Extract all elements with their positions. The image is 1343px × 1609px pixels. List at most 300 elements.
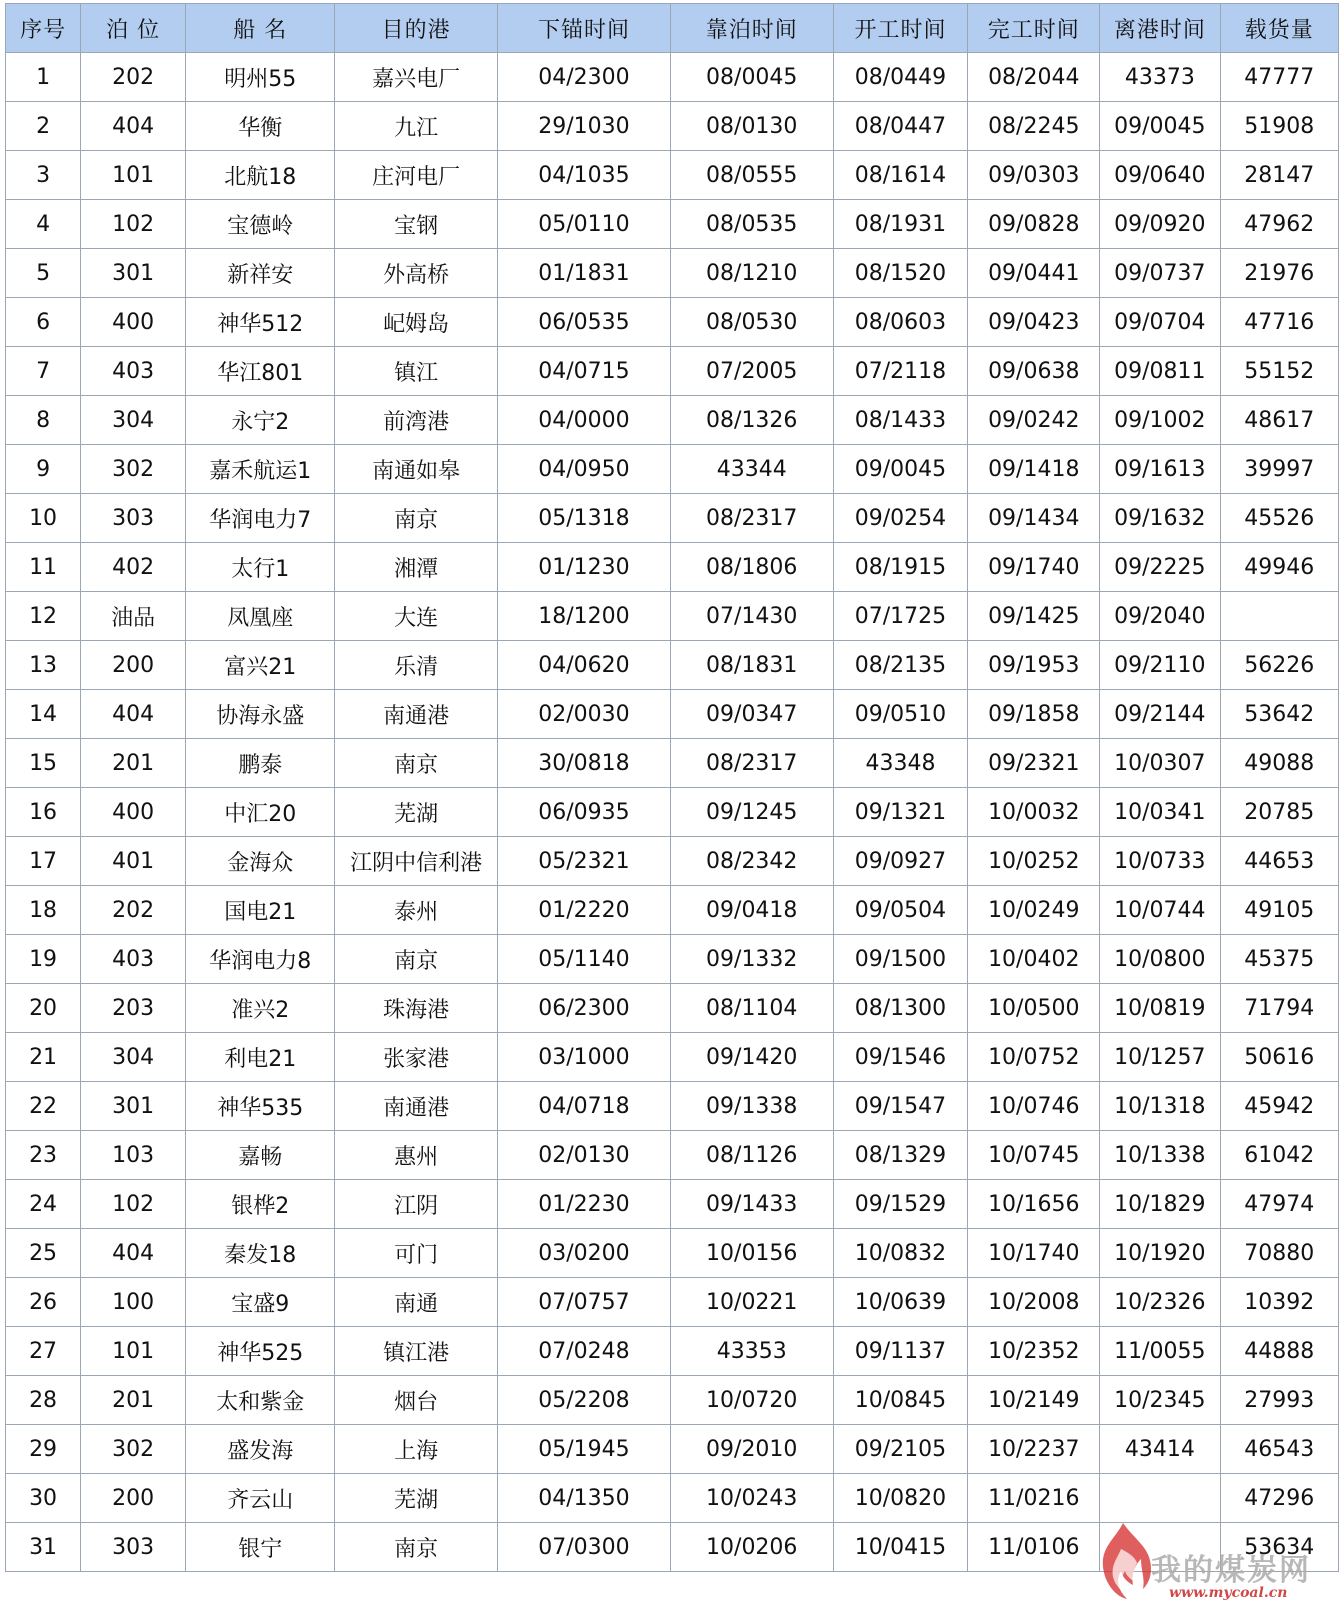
cell-index: 7 — [6, 347, 81, 396]
cell-berthing-time: 10/0720 — [670, 1376, 833, 1425]
table-row — [6, 151, 1339, 200]
cell-berth: 400 — [81, 298, 186, 347]
cell-departure-time: 43373 — [1100, 53, 1220, 102]
cell-destination: 南通港 — [335, 1082, 498, 1131]
cell-index: 13 — [6, 641, 81, 690]
cell-ship-name: 神华512 — [186, 298, 335, 347]
cell-ship-name: 新祥安 — [186, 249, 335, 298]
cell-start-time: 08/1915 — [833, 543, 968, 592]
cell-ship-name: 神华535 — [186, 1082, 335, 1131]
cell-cargo: 10392 — [1220, 1278, 1338, 1327]
table-row — [6, 1278, 1339, 1327]
cell-anchor-time: 04/1350 — [498, 1474, 671, 1523]
cell-start-time: 09/1137 — [833, 1327, 968, 1376]
cell-departure-time: 09/0704 — [1100, 298, 1220, 347]
cell-berthing-time: 09/1338 — [670, 1082, 833, 1131]
cell-berth: 403 — [81, 935, 186, 984]
cell-destination: 芜湖 — [335, 788, 498, 837]
cell-berthing-time: 09/1420 — [670, 1033, 833, 1082]
cell-departure-time: 10/0819 — [1100, 984, 1220, 1033]
cell-cargo: 70880 — [1220, 1229, 1338, 1278]
table-row — [6, 445, 1339, 494]
cell-cargo: 51908 — [1220, 102, 1338, 151]
cell-destination: 惠州 — [335, 1131, 498, 1180]
cell-anchor-time: 06/0535 — [498, 298, 671, 347]
table-row — [6, 935, 1339, 984]
cell-berthing-time: 08/1806 — [670, 543, 833, 592]
cell-destination: 九江 — [335, 102, 498, 151]
cell-finish-time: 11/0216 — [968, 1474, 1100, 1523]
header-col-berth: 泊 位 — [81, 4, 186, 53]
cell-berth: 油品 — [81, 592, 186, 641]
cell-cargo: 27993 — [1220, 1376, 1338, 1425]
cell-berthing-time: 09/0347 — [670, 690, 833, 739]
cell-cargo: 44888 — [1220, 1327, 1338, 1376]
cell-cargo — [1220, 592, 1338, 641]
cell-index: 27 — [6, 1327, 81, 1376]
cell-anchor-time: 07/0757 — [498, 1278, 671, 1327]
cell-ship-name: 嘉禾航运1 — [186, 445, 335, 494]
cell-start-time: 08/2135 — [833, 641, 968, 690]
cell-berth: 402 — [81, 543, 186, 592]
cell-departure-time: 09/0920 — [1100, 200, 1220, 249]
cell-index: 25 — [6, 1229, 81, 1278]
cell-finish-time: 09/1858 — [968, 690, 1100, 739]
cell-berthing-time: 08/1210 — [670, 249, 833, 298]
cell-departure-time: 10/1338 — [1100, 1131, 1220, 1180]
cell-destination: 南京 — [335, 935, 498, 984]
cell-anchor-time: 03/1000 — [498, 1033, 671, 1082]
table-row — [6, 1425, 1339, 1474]
cell-anchor-time: 05/2208 — [498, 1376, 671, 1425]
cell-ship-name: 准兴2 — [186, 984, 335, 1033]
cell-finish-time: 09/0303 — [968, 151, 1100, 200]
cell-finish-time: 10/0500 — [968, 984, 1100, 1033]
table-row — [6, 690, 1339, 739]
table-row — [6, 1523, 1339, 1572]
cell-berth: 101 — [81, 1327, 186, 1376]
cell-destination: 乐清 — [335, 641, 498, 690]
cell-anchor-time: 30/0818 — [498, 739, 671, 788]
cell-index: 14 — [6, 690, 81, 739]
cell-finish-time: 10/0402 — [968, 935, 1100, 984]
cell-berth: 101 — [81, 151, 186, 200]
cell-ship-name: 银宁 — [186, 1523, 335, 1572]
cell-departure-time: 43414 — [1100, 1425, 1220, 1474]
cell-cargo: 21976 — [1220, 249, 1338, 298]
cell-anchor-time: 02/0030 — [498, 690, 671, 739]
table-header — [6, 4, 1339, 53]
cell-destination: 江阴中信利港 — [335, 837, 498, 886]
cell-finish-time: 09/0638 — [968, 347, 1100, 396]
cell-start-time: 08/0447 — [833, 102, 968, 151]
cell-cargo: 49088 — [1220, 739, 1338, 788]
cell-berthing-time: 09/0418 — [670, 886, 833, 935]
table-row — [6, 200, 1339, 249]
cell-ship-name: 华衡 — [186, 102, 335, 151]
cell-finish-time: 09/1740 — [968, 543, 1100, 592]
header-col-anchor-time: 下锚时间 — [498, 4, 671, 53]
cell-ship-name: 中汇20 — [186, 788, 335, 837]
cell-start-time: 08/1329 — [833, 1131, 968, 1180]
cell-departure-time: 10/1318 — [1100, 1082, 1220, 1131]
cell-cargo: 50616 — [1220, 1033, 1338, 1082]
cell-start-time: 08/1614 — [833, 151, 968, 200]
cell-berth: 304 — [81, 396, 186, 445]
cell-cargo: 47777 — [1220, 53, 1338, 102]
cell-cargo: 61042 — [1220, 1131, 1338, 1180]
cell-destination: 庄河电厂 — [335, 151, 498, 200]
cell-anchor-time: 04/0718 — [498, 1082, 671, 1131]
table-row — [6, 592, 1339, 641]
table-row — [6, 249, 1339, 298]
table-row — [6, 347, 1339, 396]
table-row — [6, 494, 1339, 543]
cell-finish-time: 08/2044 — [968, 53, 1100, 102]
cell-finish-time: 10/0249 — [968, 886, 1100, 935]
cell-start-time: 09/0254 — [833, 494, 968, 543]
cell-index: 17 — [6, 837, 81, 886]
cell-destination: 宝钢 — [335, 200, 498, 249]
cell-index: 24 — [6, 1180, 81, 1229]
cell-anchor-time: 04/0715 — [498, 347, 671, 396]
cell-ship-name: 金海众 — [186, 837, 335, 886]
cell-start-time: 08/1931 — [833, 200, 968, 249]
cell-index: 5 — [6, 249, 81, 298]
table-row — [6, 102, 1339, 151]
cell-berthing-time: 08/1326 — [670, 396, 833, 445]
table-row — [6, 984, 1339, 1033]
table-body — [6, 53, 1339, 1572]
cell-berthing-time: 10/0221 — [670, 1278, 833, 1327]
cell-destination: 烟台 — [335, 1376, 498, 1425]
cell-berth: 304 — [81, 1033, 186, 1082]
cell-berth: 404 — [81, 102, 186, 151]
cell-finish-time: 09/2321 — [968, 739, 1100, 788]
table-row — [6, 1131, 1339, 1180]
cell-anchor-time: 06/0935 — [498, 788, 671, 837]
cell-departure-time: 09/0640 — [1100, 151, 1220, 200]
cell-anchor-time: 06/2300 — [498, 984, 671, 1033]
cell-anchor-time: 01/2230 — [498, 1180, 671, 1229]
cell-departure-time: 10/1257 — [1100, 1033, 1220, 1082]
header-col-ship-name: 船 名 — [186, 4, 335, 53]
cell-index: 29 — [6, 1425, 81, 1474]
cell-ship-name: 太和紫金 — [186, 1376, 335, 1425]
cell-start-time: 07/2118 — [833, 347, 968, 396]
cell-ship-name: 盛发海 — [186, 1425, 335, 1474]
cell-departure-time: 10/0341 — [1100, 788, 1220, 837]
table-row — [6, 53, 1339, 102]
cell-finish-time: 09/1425 — [968, 592, 1100, 641]
cell-index: 1 — [6, 53, 81, 102]
cell-berth: 403 — [81, 347, 186, 396]
cell-berth: 302 — [81, 445, 186, 494]
cell-index: 26 — [6, 1278, 81, 1327]
cell-index: 11 — [6, 543, 81, 592]
cell-berthing-time: 07/2005 — [670, 347, 833, 396]
cell-berth: 302 — [81, 1425, 186, 1474]
cell-berth: 400 — [81, 788, 186, 837]
cell-finish-time: 09/0242 — [968, 396, 1100, 445]
cell-destination: 南通港 — [335, 690, 498, 739]
cell-departure-time: 09/2225 — [1100, 543, 1220, 592]
cell-berth: 200 — [81, 641, 186, 690]
cell-start-time: 09/2105 — [833, 1425, 968, 1474]
cell-cargo: 47974 — [1220, 1180, 1338, 1229]
cell-destination: 外高桥 — [335, 249, 498, 298]
cell-start-time: 09/1500 — [833, 935, 968, 984]
cell-cargo: 55152 — [1220, 347, 1338, 396]
cell-index: 4 — [6, 200, 81, 249]
cell-berthing-time: 09/1245 — [670, 788, 833, 837]
cell-berth: 202 — [81, 53, 186, 102]
table-row — [6, 543, 1339, 592]
cell-index: 8 — [6, 396, 81, 445]
cell-berthing-time: 08/0555 — [670, 151, 833, 200]
cell-cargo: 53634 — [1220, 1523, 1338, 1572]
cell-berthing-time: 10/0243 — [670, 1474, 833, 1523]
cell-berthing-time: 08/2342 — [670, 837, 833, 886]
cell-destination: 屺姆岛 — [335, 298, 498, 347]
cell-departure-time: 09/0737 — [1100, 249, 1220, 298]
table-row — [6, 886, 1339, 935]
cell-start-time: 10/0845 — [833, 1376, 968, 1425]
table-row — [6, 837, 1339, 886]
cell-index: 23 — [6, 1131, 81, 1180]
cell-anchor-time: 05/1318 — [498, 494, 671, 543]
cell-departure-time: 09/1613 — [1100, 445, 1220, 494]
cell-berth: 303 — [81, 1523, 186, 1572]
cell-cargo: 53642 — [1220, 690, 1338, 739]
cell-ship-name: 嘉畅 — [186, 1131, 335, 1180]
cell-cargo: 44653 — [1220, 837, 1338, 886]
cell-cargo: 47296 — [1220, 1474, 1338, 1523]
cell-berthing-time: 08/0530 — [670, 298, 833, 347]
cell-berthing-time: 08/0535 — [670, 200, 833, 249]
cell-finish-time: 10/0746 — [968, 1082, 1100, 1131]
cell-cargo: 56226 — [1220, 641, 1338, 690]
cell-destination: 泰州 — [335, 886, 498, 935]
cell-finish-time: 10/2352 — [968, 1327, 1100, 1376]
cell-start-time: 10/0820 — [833, 1474, 968, 1523]
cell-destination: 张家港 — [335, 1033, 498, 1082]
cell-finish-time: 10/2149 — [968, 1376, 1100, 1425]
cell-index: 3 — [6, 151, 81, 200]
table-row — [6, 1033, 1339, 1082]
cell-start-time: 09/0045 — [833, 445, 968, 494]
cell-finish-time: 10/1656 — [968, 1180, 1100, 1229]
cell-finish-time: 09/1434 — [968, 494, 1100, 543]
cell-berthing-time: 08/1104 — [670, 984, 833, 1033]
cell-index: 28 — [6, 1376, 81, 1425]
cell-anchor-time: 02/0130 — [498, 1131, 671, 1180]
cell-anchor-time: 18/1200 — [498, 592, 671, 641]
cell-finish-time: 09/0828 — [968, 200, 1100, 249]
cell-start-time: 09/0510 — [833, 690, 968, 739]
table-row — [6, 1327, 1339, 1376]
cell-index: 31 — [6, 1523, 81, 1572]
cell-destination: 芜湖 — [335, 1474, 498, 1523]
cell-finish-time: 10/0745 — [968, 1131, 1100, 1180]
cell-departure-time: 09/0811 — [1100, 347, 1220, 396]
cell-start-time: 10/0832 — [833, 1229, 968, 1278]
cell-destination: 湘潭 — [335, 543, 498, 592]
table-row — [6, 739, 1339, 788]
cell-ship-name: 神华525 — [186, 1327, 335, 1376]
cell-destination: 可门 — [335, 1229, 498, 1278]
table-row — [6, 1229, 1339, 1278]
cell-anchor-time: 07/0248 — [498, 1327, 671, 1376]
cell-berth: 202 — [81, 886, 186, 935]
header-col-cargo: 载货量 — [1220, 4, 1338, 53]
table-row — [6, 641, 1339, 690]
cell-destination: 大连 — [335, 592, 498, 641]
cell-start-time: 07/1725 — [833, 592, 968, 641]
cell-finish-time: 10/0032 — [968, 788, 1100, 837]
cell-cargo: 45375 — [1220, 935, 1338, 984]
cell-departure-time: 11/0055 — [1100, 1327, 1220, 1376]
cell-departure-time: 09/0045 — [1100, 102, 1220, 151]
cell-berthing-time: 07/1430 — [670, 592, 833, 641]
cell-cargo: 47716 — [1220, 298, 1338, 347]
cell-anchor-time: 29/1030 — [498, 102, 671, 151]
header-row — [6, 4, 1339, 53]
cell-finish-time: 10/0252 — [968, 837, 1100, 886]
cell-destination: 南通如皋 — [335, 445, 498, 494]
cell-start-time: 43348 — [833, 739, 968, 788]
header-col-departure-time: 离港时间 — [1100, 4, 1220, 53]
cell-berthing-time: 09/1433 — [670, 1180, 833, 1229]
cell-start-time: 09/1546 — [833, 1033, 968, 1082]
cell-cargo: 49946 — [1220, 543, 1338, 592]
table-row — [6, 1376, 1339, 1425]
cell-index: 21 — [6, 1033, 81, 1082]
cell-anchor-time: 04/0950 — [498, 445, 671, 494]
cell-berthing-time: 08/1831 — [670, 641, 833, 690]
cell-anchor-time: 05/1140 — [498, 935, 671, 984]
cell-departure-time: 10/2326 — [1100, 1278, 1220, 1327]
cell-cargo: 46543 — [1220, 1425, 1338, 1474]
cell-berth: 404 — [81, 690, 186, 739]
cell-destination: 珠海港 — [335, 984, 498, 1033]
cell-cargo: 49105 — [1220, 886, 1338, 935]
cell-cargo: 28147 — [1220, 151, 1338, 200]
cell-ship-name: 宝盛9 — [186, 1278, 335, 1327]
table-row — [6, 1474, 1339, 1523]
cell-departure-time: 10/0307 — [1100, 739, 1220, 788]
cell-ship-name: 国电21 — [186, 886, 335, 935]
cell-start-time: 08/0449 — [833, 53, 968, 102]
cell-destination: 嘉兴电厂 — [335, 53, 498, 102]
cell-start-time: 08/1520 — [833, 249, 968, 298]
cell-departure-time: 09/1632 — [1100, 494, 1220, 543]
cell-ship-name: 银桦2 — [186, 1180, 335, 1229]
cell-index: 15 — [6, 739, 81, 788]
cell-start-time: 08/1433 — [833, 396, 968, 445]
cell-berth: 102 — [81, 1180, 186, 1229]
cell-cargo: 20785 — [1220, 788, 1338, 837]
header-col-berthing-time: 靠泊时间 — [670, 4, 833, 53]
cell-ship-name: 齐云山 — [186, 1474, 335, 1523]
cell-berthing-time: 43344 — [670, 445, 833, 494]
cell-destination: 镇江 — [335, 347, 498, 396]
cell-berth: 203 — [81, 984, 186, 1033]
cell-index: 22 — [6, 1082, 81, 1131]
cell-ship-name: 利电21 — [186, 1033, 335, 1082]
cell-berthing-time: 08/1126 — [670, 1131, 833, 1180]
cell-index: 30 — [6, 1474, 81, 1523]
cell-index: 2 — [6, 102, 81, 151]
watermark-name: 我的煤炭网 — [1151, 1553, 1311, 1588]
cell-departure-time: 10/0733 — [1100, 837, 1220, 886]
cell-finish-time: 10/2237 — [968, 1425, 1100, 1474]
cell-ship-name: 协海永盛 — [186, 690, 335, 739]
cell-berthing-time: 43353 — [670, 1327, 833, 1376]
cell-destination: 镇江港 — [335, 1327, 498, 1376]
cell-start-time: 10/0639 — [833, 1278, 968, 1327]
cell-cargo: 45942 — [1220, 1082, 1338, 1131]
header-col-index: 序号 — [6, 4, 81, 53]
cell-anchor-time: 05/1945 — [498, 1425, 671, 1474]
header-col-start-time: 开工时间 — [833, 4, 968, 53]
cell-departure-time: 09/2040 — [1100, 592, 1220, 641]
cell-finish-time: 10/2008 — [968, 1278, 1100, 1327]
cell-departure-time: 09/2110 — [1100, 641, 1220, 690]
cell-departure-time: 09/2144 — [1100, 690, 1220, 739]
cell-departure-time: 10/1829 — [1100, 1180, 1220, 1229]
cell-start-time: 09/1547 — [833, 1082, 968, 1131]
cell-departure-time: 10/2345 — [1100, 1376, 1220, 1425]
cell-start-time: 08/0603 — [833, 298, 968, 347]
cell-anchor-time: 04/0000 — [498, 396, 671, 445]
cell-anchor-time: 04/2300 — [498, 53, 671, 102]
cell-anchor-time: 01/1230 — [498, 543, 671, 592]
cell-index: 18 — [6, 886, 81, 935]
cell-ship-name: 太行1 — [186, 543, 335, 592]
cell-index: 20 — [6, 984, 81, 1033]
cell-anchor-time: 04/1035 — [498, 151, 671, 200]
cell-destination: 南通 — [335, 1278, 498, 1327]
cell-finish-time: 10/1740 — [968, 1229, 1100, 1278]
cell-start-time: 09/0927 — [833, 837, 968, 886]
cell-berthing-time: 08/2317 — [670, 494, 833, 543]
cell-berth: 102 — [81, 200, 186, 249]
cell-berth: 301 — [81, 1082, 186, 1131]
cell-destination: 南京 — [335, 1523, 498, 1572]
cell-departure-time — [1100, 1474, 1220, 1523]
cell-ship-name: 永宁2 — [186, 396, 335, 445]
cell-departure-time: 10/1920 — [1100, 1229, 1220, 1278]
cell-departure-time: 09/1002 — [1100, 396, 1220, 445]
table-row — [6, 1180, 1339, 1229]
cell-start-time: 08/1300 — [833, 984, 968, 1033]
cell-departure-time — [1100, 1523, 1220, 1572]
cell-ship-name: 华润电力8 — [186, 935, 335, 984]
cell-departure-time: 10/0800 — [1100, 935, 1220, 984]
cell-anchor-time: 07/0300 — [498, 1523, 671, 1572]
cell-index: 16 — [6, 788, 81, 837]
cell-start-time: 10/0415 — [833, 1523, 968, 1572]
cell-finish-time: 11/0106 — [968, 1523, 1100, 1572]
cell-destination: 江阴 — [335, 1180, 498, 1229]
table-row — [6, 298, 1339, 347]
cell-start-time: 09/1321 — [833, 788, 968, 837]
cell-index: 6 — [6, 298, 81, 347]
cell-departure-time: 10/0744 — [1100, 886, 1220, 935]
cell-berth: 200 — [81, 1474, 186, 1523]
cell-destination: 上海 — [335, 1425, 498, 1474]
